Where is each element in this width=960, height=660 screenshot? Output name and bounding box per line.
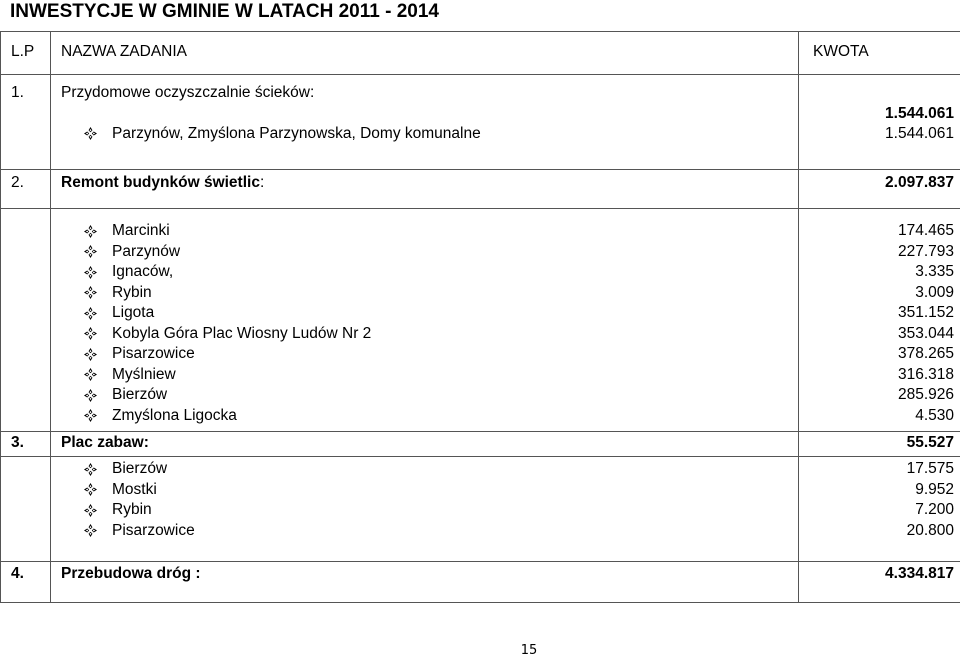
item-name: Parzynów, Zmyślona Parzynowska, Domy komunalne [112,124,481,142]
diamond-bullet-icon [84,327,97,340]
page-number: 15 [520,643,538,658]
item-amount: 20.800 [906,521,954,539]
section-name: Przebudowa dróg : [61,565,201,582]
item-name: Bierzów [112,460,168,477]
list-item [51,303,798,324]
list-item [51,283,798,304]
diamond-bullet-icon [84,409,97,422]
section-number: 3. [11,434,24,451]
section-items-row [1,457,960,562]
item-amount: 9.952 [915,480,954,498]
diamond-bullet-icon [84,286,97,299]
list-item [51,344,798,365]
list-item [51,262,798,283]
section-total: 4.334.817 [885,565,954,582]
diamond-bullet-icon [84,483,97,496]
item-name: Ligota [112,304,155,321]
item-name: Ignaców, [112,263,174,280]
section-row [1,75,960,170]
diamond-bullet-icon [84,245,97,258]
item-name: Myślniew [112,365,176,383]
list-item [51,500,798,521]
item-amount: 353.044 [897,324,954,342]
section-name: Remont budynków świetlic [61,174,260,191]
section-name-suffix: : [259,174,265,191]
item-amount: 316.318 [897,365,954,383]
header-name: NAZWA ZADANIA [61,43,188,60]
section-name: Plac zabaw: [61,434,149,451]
table-header-row [1,32,960,75]
diamond-bullet-icon [84,463,97,476]
item-name: Rybin [112,501,152,518]
item-name: Kobyla Góra Plac Wiosny Ludów Nr 2 [112,324,372,342]
section-name-suffix: : [309,84,315,101]
section-row [1,562,960,603]
list-item [51,365,798,386]
item-amount: 7.200 [915,501,954,518]
section-number: 2. [11,174,24,191]
diamond-bullet-icon [84,127,97,140]
item-name: Rybin [112,283,152,301]
diamond-bullet-icon [84,504,97,517]
item-amount: 4.530 [915,406,954,424]
section-name: Przydomowe oczyszczalnie ścieków [61,84,310,101]
section-title [51,75,798,104]
diamond-bullet-icon [84,368,97,381]
diamond-bullet-icon [84,348,97,361]
list-item [51,406,798,427]
header-amount: KWOTA [813,43,869,60]
list-item [51,324,798,345]
list-item [51,124,798,145]
list-item [51,459,798,480]
item-name: Bierzów [112,386,168,403]
section-items-row [1,209,960,432]
item-amount: 17.575 [906,460,954,477]
item-name: Marcinki [112,222,170,239]
section-total: 1.544.061 [885,104,954,122]
diamond-bullet-icon [84,225,97,238]
investments-table [0,31,960,603]
section-row [1,170,960,209]
header-lp: L.P [11,43,35,60]
diamond-bullet-icon [84,307,97,320]
section-row [1,432,960,457]
list-item [51,521,798,542]
section-total: 55.527 [906,434,954,451]
section-number: 1. [11,84,24,101]
item-name: Pisarzowice [112,521,195,539]
list-item [51,242,798,263]
list-item [51,385,798,406]
item-name: Pisarzowice [112,345,195,362]
list-item [51,221,798,242]
item-amount: 227.793 [897,242,954,260]
section-total: 2.097.837 [885,174,954,191]
item-amount: 3.009 [915,283,954,301]
diamond-bullet-icon [84,524,97,537]
item-amount: 378.265 [897,345,954,362]
section-title [51,170,798,194]
list-item [51,480,798,501]
diamond-bullet-icon [84,266,97,279]
item-amount: 351.152 [897,304,954,321]
section-number: 4. [11,565,24,582]
diamond-bullet-icon [84,389,97,402]
item-amount: 3.335 [915,263,954,280]
item-name: Zmyślona Ligocka [112,406,237,424]
page-title: INWESTYCJE W GMINIE W LATACH 2011 - 2014 [10,1,439,22]
item-amount: 174.465 [897,222,954,239]
item-amount: 285.926 [897,386,954,403]
item-amount: 1.544.061 [885,125,954,142]
item-name: Parzynów [112,242,181,260]
item-name: Mostki [112,480,157,498]
